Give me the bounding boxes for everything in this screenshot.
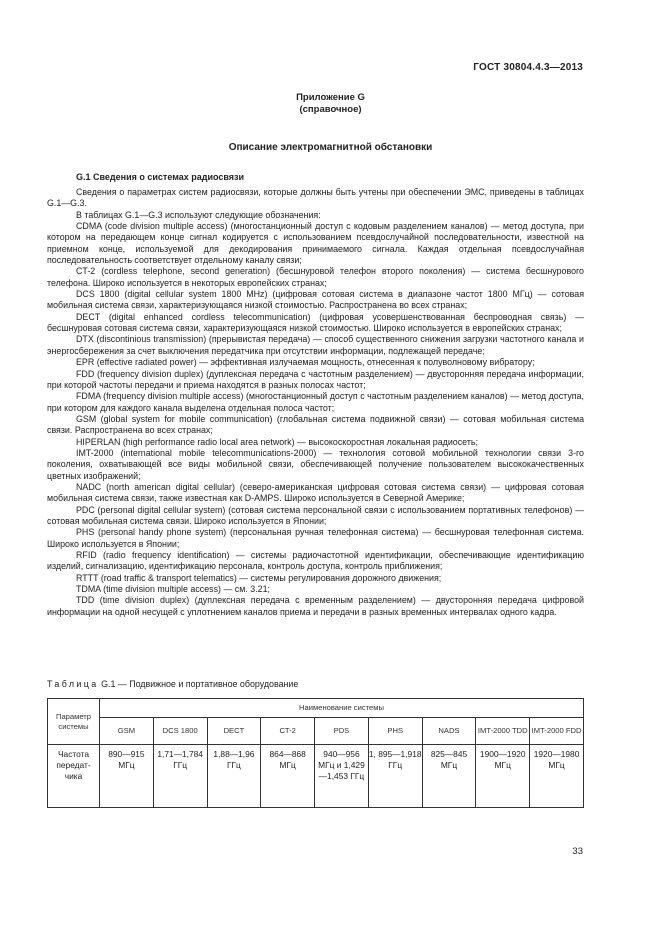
paragraph: Сведения о параметрах систем радиосвязи, которые должны быть учтены при обеспечении ЭМС, приведены в таблицах G.1—G.3. — [47, 187, 584, 209]
paragraph: TDD (time division duplex) (дуплексная передача с временным разделением) — двусторонняя передача цифровой информации на одной несущей с уплотнением каналов приема и передачи в разных временных интервалах одного кадра. — [47, 595, 584, 617]
column-header: DECT — [207, 718, 261, 745]
table-cell: 825—845 МГц — [422, 745, 476, 808]
row-label: Частота передат-чика — [48, 745, 100, 808]
systems-table — [47, 698, 584, 808]
paragraph: FDD (frequency division duplex) (дуплексная передача с частотным разделением) — двусторонняя передача информации, при которой частоты передачи и приема находятся в разных полосах частот; — [47, 368, 584, 390]
paragraph: PHS (personal handy phone system) (персональная ручная телефонная система) — бесшнуровая телефонная система. Широко используется в Японии; — [47, 527, 584, 549]
column-header: IMT-2000 FDD — [530, 718, 584, 745]
column-header: PHS — [368, 718, 422, 745]
paragraph: GSM (global system for mobile communication) (глобальная система подвижной связи) — сотовая мобильная система связи. Распространена во всех странах; — [47, 413, 584, 436]
paragraph: PDC (personal digital cellular system) (сотовая система персональной связи с использованием портативных телефонов) — сотовая мобильная система связи. Широко используется в Японии; — [47, 504, 584, 526]
paragraph: FDMA (frequency division multiple access) (многостанционный доступ с частотным разделением каналов) — метод доступа, при котором для каждого канала выделена отдельная полоса частот; — [47, 391, 584, 413]
section-title: G.1 Сведения о системах радиосвязи — [76, 172, 245, 182]
body-text — [47, 187, 584, 618]
table-caption — [47, 679, 298, 689]
table-cell: 1,88—1,96 ГГц — [207, 745, 261, 808]
column-header: GSM — [100, 718, 154, 745]
table-cell: 890—915 МГц — [100, 745, 154, 808]
page-number: 33 — [572, 846, 583, 857]
appendix-title: Приложение G — [296, 92, 365, 103]
table-cell: 1,71—1,784 ГГц — [153, 745, 207, 808]
page-heading: Описание электромагнитной обстановки — [228, 142, 433, 153]
paragraph: DCS 1800 (digital cellular system 1800 MHz) (цифровая сотовая система в диапазоне частот 1800 МГц) — сотовая мобильная система связи, характеризующаяся низкой стоимостью. Распространена во всех странах; — [47, 289, 584, 311]
paragraph: DTX (discontinious transmission) (прерывистая передача) — способ существенного снижения загрузки частотного канала и энергосбережения за счет выключения передатчика при отсутствии информации, подлежащей передаче; — [47, 334, 584, 356]
column-header: IMT-2000 TDD — [476, 718, 530, 745]
param-header: Параметр системы — [48, 699, 100, 745]
column-header: PDS — [315, 718, 369, 745]
paragraph: RTTT (road traffic & transport telematics) — системы регулирования дорожного движения; — [76, 572, 442, 583]
paragraph: В таблицах G.1—G.3 используют следующие обозначения: — [76, 209, 321, 220]
table-caption-text: G.1 — Подвижное и портативное оборудование — [101, 679, 299, 689]
table-caption-label: Таблица — [47, 679, 99, 689]
table-cell: 1900—1920 МГц — [476, 745, 530, 808]
paragraph: EPR (effective radiated power) — эффективная излучаемая мощность, отнесенная к полуволновому вибратору; — [76, 357, 535, 368]
table-row — [48, 745, 584, 808]
appendix-header — [0, 92, 661, 116]
paragraph: IMT-2000 (international mobile telecommunications-2000) — технология сотовой мобильной технологии связи 3-го поколения, охватывающей все виды мобильной связи, обеспечивающей получение пользователем высококачественных цветных изображений; — [47, 447, 584, 481]
column-header: NADS — [422, 718, 476, 745]
paragraph: TDMA (time division multiple access) — см. 3.21; — [76, 584, 271, 595]
table-cell: 1920—1980 МГц — [530, 745, 584, 808]
paragraph: CDMA (code division multiple access) (многостанционный доступ с кодовым разделением каналов) — метод доступа, при котором на передающем конце сигнал кодируется с использованием псевдослучайной последовательности, известной на приемном конце, используемой для декодирования принимаемого сигнала. Каждая отдельная псевдослучайная последовательность соответствует отдельному каналу связи; — [47, 221, 584, 266]
table-cell: 940—956 МГц и 1,429—1,453 ГГц — [315, 745, 369, 808]
paragraph: NADC (north american digital cellular) (северо-американская цифровая сотовая система связи) — цифровая сотовая мобильная система связи, также известная как D-AMPS. Широко используется в Северной Америке; — [47, 481, 584, 504]
table-cell: 864—868 МГц — [261, 745, 315, 808]
appendix-subtitle: (справочное) — [299, 104, 362, 115]
group-header: Наименование системы — [100, 699, 584, 718]
paragraph: DECT (digital enhanced cordless telecommunication) (цифровая усовершенствованная беспроводная связь) — бесшнуровая сотовая система связи, характеризующаяся низкой стоимостью. Широко используется в европейских странах; — [47, 311, 584, 334]
standard-id: ГОСТ 30804.4.3—2013 — [473, 62, 583, 73]
paragraph: CT-2 (cordless telephone, second generation) (бесшнуровой телефон второго поколения) — система бесшнурового телефона. Широко используется в некоторых европейских странах; — [47, 266, 584, 288]
paragraph: RFID (radio frequency identification) — системы радиочастотной идентификации, обеспечивающие идентификацию изделий, сигнализацию, идентификацию персонала, контроль доступа, контроль приближения; — [47, 550, 584, 572]
column-header: DCS 1800 — [153, 718, 207, 745]
table-cell: 1, 895—1,918 ГГц — [368, 745, 422, 808]
paragraph: HIPERLAN (high performance radio local area network) — высокоскоростная локальная радиосеть; — [76, 436, 478, 447]
column-header: CT-2 — [261, 718, 315, 745]
